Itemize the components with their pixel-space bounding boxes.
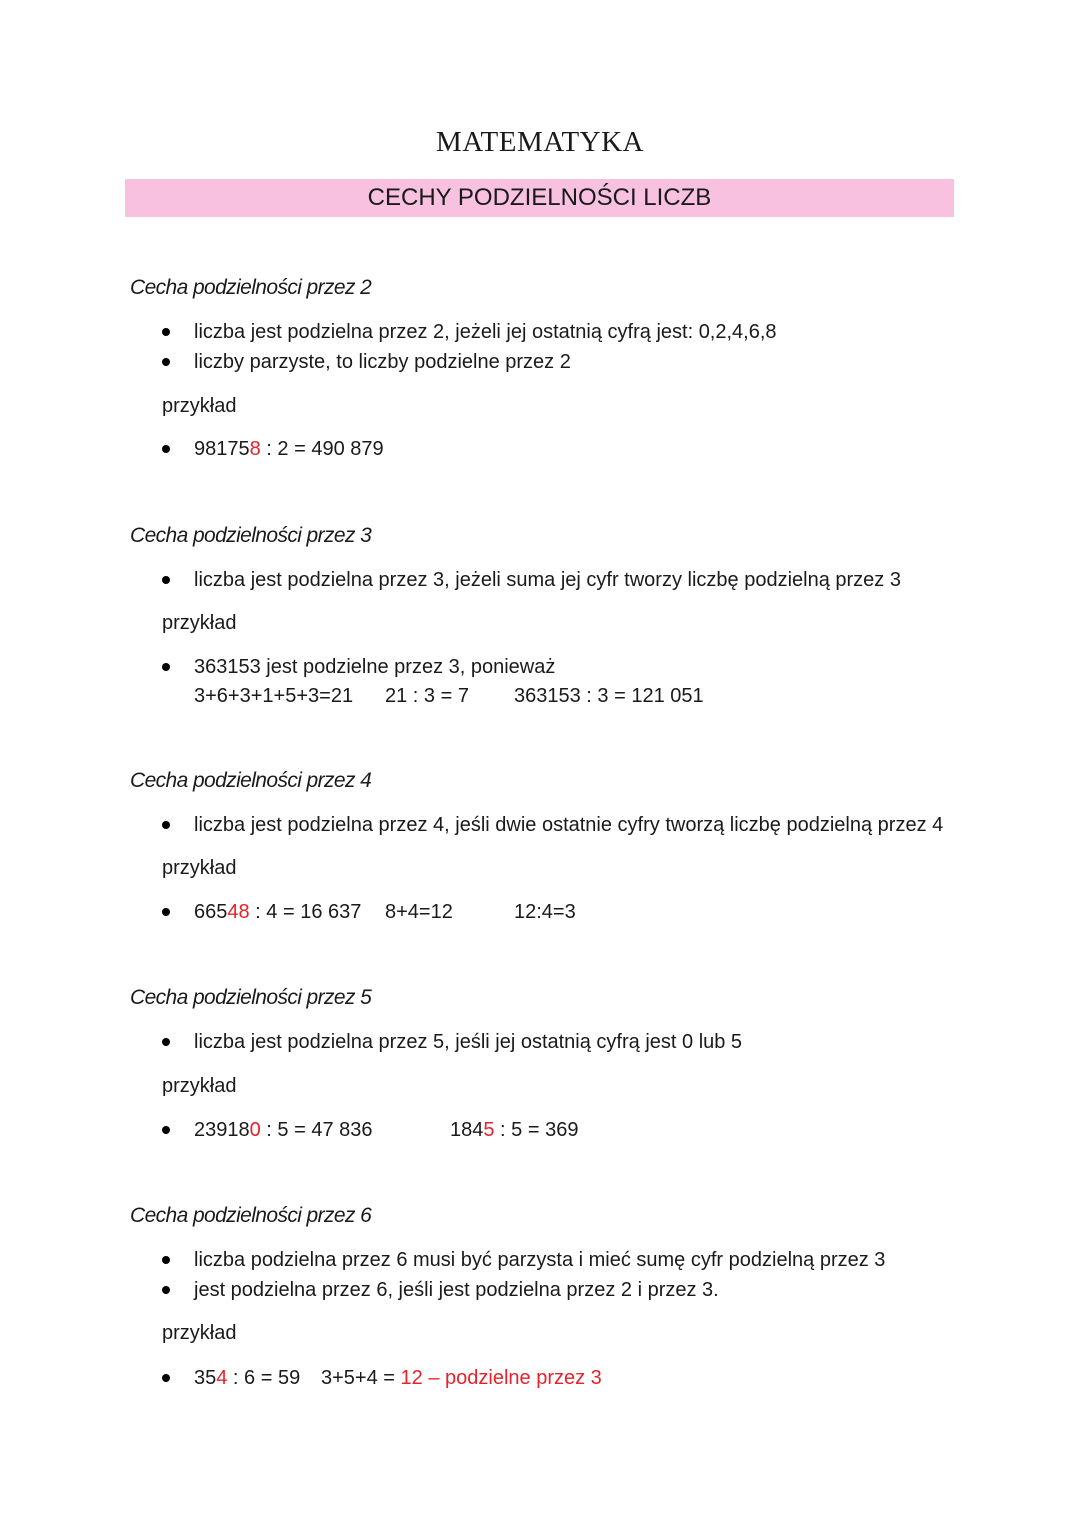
page-title: MATEMATYKA [436, 126, 644, 158]
example-text: 66548 : 4 = 16 637 [194, 901, 362, 923]
rule-text: jest podzielna przez 6, jeśli jest podzielna przez 2 i przez 3. [194, 1279, 719, 1301]
example-calc: 21 : 3 = 7 [385, 685, 469, 707]
subtitle-banner [125, 179, 954, 217]
rule-text: liczba jest podzielna przez 4, jeśli dwie ostatnie cyfry tworzą liczbę podzielną przez 4 [194, 814, 944, 836]
example-text: 239180 : 5 = 47 836 [194, 1119, 373, 1141]
example-calc: 3+6+3+1+5+3=21 [194, 685, 354, 707]
example-text: 981758 : 2 = 490 879 [194, 438, 384, 460]
subtitle: CECHY PODZIELNOŚCI LICZB [367, 184, 712, 211]
example-label: przykład [162, 395, 237, 417]
rule-text: liczba jest podzielna przez 3, jeżeli suma jej cyfr tworzy liczbę podzielną przez 3 [194, 569, 901, 591]
example-label: przykład [162, 1322, 237, 1344]
section-heading: Cecha podzielności przez 4 [130, 769, 372, 792]
example-text: 354 : 6 = 59 [194, 1367, 301, 1389]
example-label: przykład [162, 857, 237, 879]
rule-text: liczba jest podzielna przez 5, jeśli jej ostatnią cyfrą jest 0 lub 5 [194, 1031, 743, 1053]
section-heading: Cecha podzielności przez 5 [130, 986, 372, 1009]
rule-text: liczba jest podzielna przez 2, jeżeli jej ostatnią cyfrą jest: 0,2,4,6,8 [194, 321, 777, 343]
example-calc: 12:4=3 [514, 901, 576, 923]
section-heading: Cecha podzielności przez 2 [130, 276, 372, 299]
rule-text: liczby parzyste, to liczby podzielne przez 2 [194, 351, 571, 373]
rule-text: liczba podzielna przez 6 musi być parzysta i mieć sumę cyfr podzielną przez 3 [194, 1249, 886, 1271]
example-calc: 8+4=12 [385, 901, 453, 923]
example-calc: 363153 : 3 = 121 051 [514, 685, 704, 707]
section-heading: Cecha podzielności przez 6 [130, 1204, 372, 1227]
section-heading: Cecha podzielności przez 3 [130, 524, 372, 547]
example-text: 363153 jest podzielne przez 3, ponieważ [194, 656, 556, 678]
example-label: przykład [162, 612, 237, 634]
example-label: przykład [162, 1075, 237, 1097]
example-calc: 3+5+4 = 12 – podzielne przez 3 [321, 1367, 602, 1389]
example-calc: 1845 : 5 = 369 [450, 1119, 579, 1141]
